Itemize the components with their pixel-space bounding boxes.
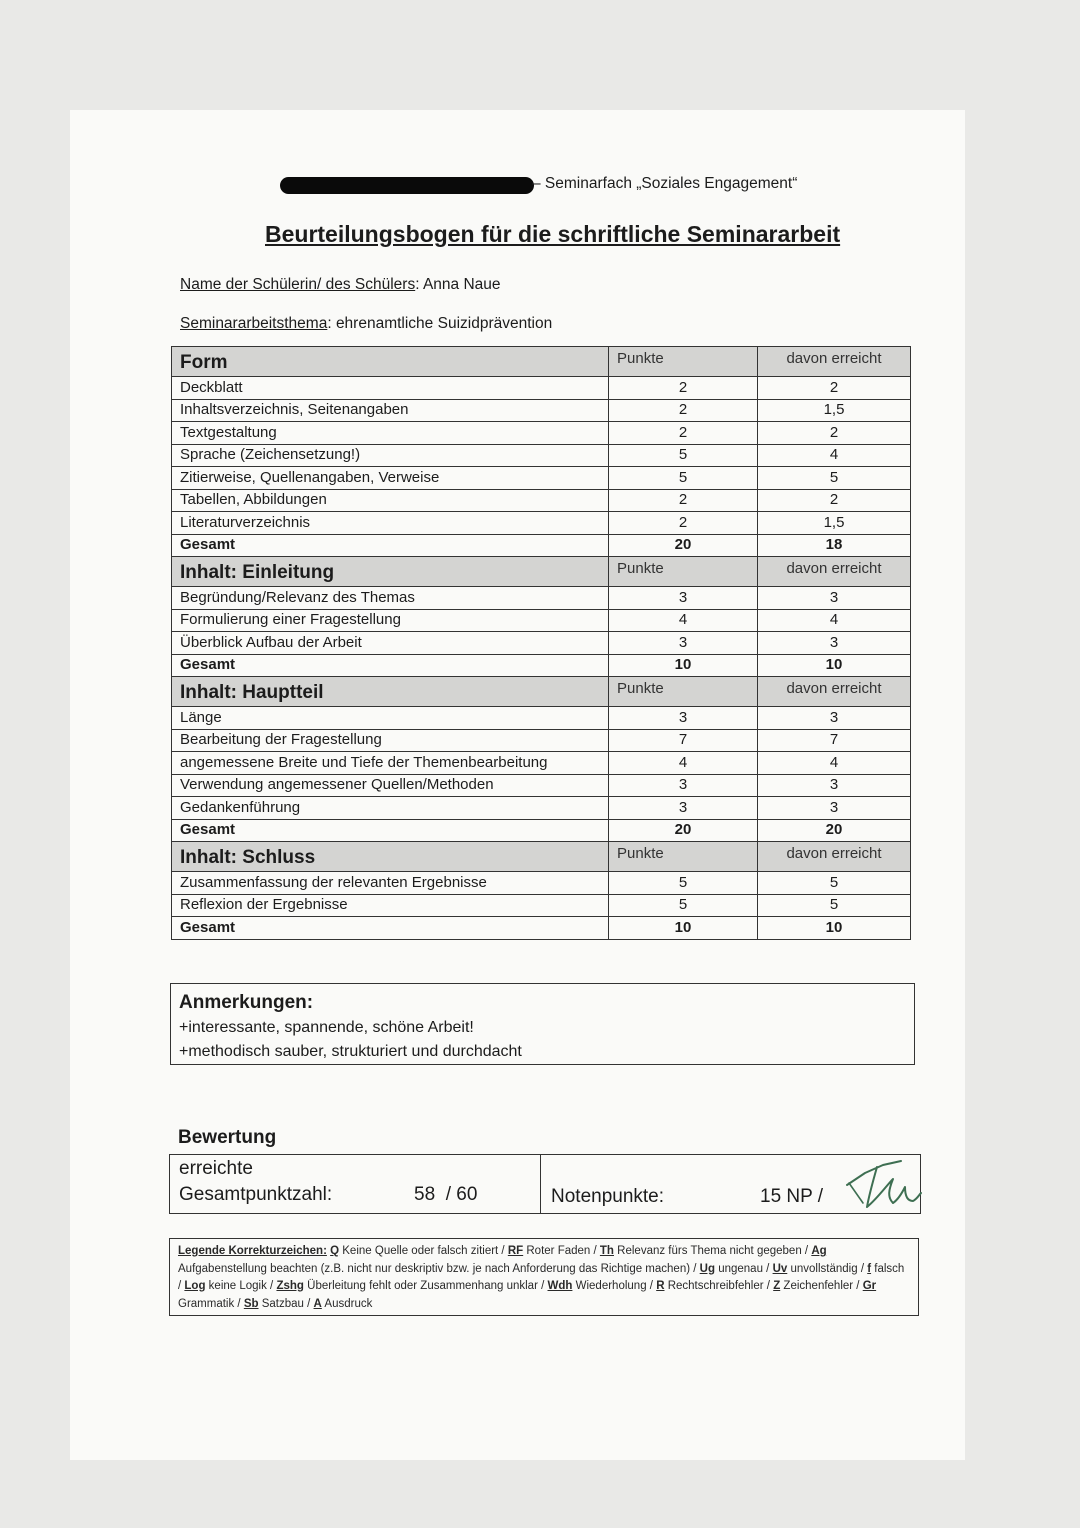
points-column-header: Punkte	[609, 842, 758, 872]
topic-label: Seminararbeitsthema	[180, 315, 328, 332]
achieved-column-header: davon erreicht	[758, 347, 911, 377]
criterion-row	[172, 797, 911, 820]
notes-box	[170, 983, 915, 1065]
legend-text: falsch	[874, 1262, 905, 1275]
achieved-column-header: davon erreicht	[758, 557, 911, 587]
criterion-label: Überblick Aufbau der Arbeit	[172, 632, 609, 655]
criterion-achieved: 3	[758, 797, 911, 820]
student-name-value: : Anna Naue	[415, 276, 501, 293]
criterion-points: 4	[609, 752, 758, 775]
criterion-points: 3	[609, 774, 758, 797]
total-achieved: 18	[758, 534, 911, 557]
points-column-header: Punkte	[609, 347, 758, 377]
legend-code: RF	[507, 1245, 524, 1257]
notes-line: +interessante, spannende, schöne Arbeit!	[179, 1019, 474, 1036]
legend-text: Zeichenfehler	[783, 1280, 854, 1292]
criterion-label: Reflexion der Ergebnisse	[172, 894, 609, 917]
legend-code: Ug	[699, 1262, 715, 1275]
section-total-row	[172, 917, 911, 940]
legend-text: Grammatik	[178, 1297, 235, 1310]
student-name-field	[180, 274, 501, 296]
criterion-row	[172, 752, 911, 775]
points-column-header: Punkte	[609, 677, 758, 707]
section-header-row	[172, 677, 911, 707]
legend-item	[184, 1280, 266, 1292]
legend-code: Z	[773, 1280, 781, 1292]
criterion-label: Formulierung einer Fragestellung	[172, 609, 609, 632]
legend-code: Sb	[243, 1297, 259, 1310]
criterion-points: 3	[609, 587, 758, 610]
legend-item	[548, 1280, 647, 1292]
legend-text: Aufgabenstellung beachten (z.B. nicht nur deskriptiv bzw. je nach Anforderung das Richtige machen)	[178, 1262, 691, 1275]
criterion-label: Gedankenführung	[172, 797, 609, 820]
correction-legend: Legende Korrekturzeichen: Q Keine Quelle oder falsch zitiert / RF Roter Faden / Th Relevanz fürs Thema nicht gegeben / Ag Aufgabenstellung beachten (z.B. nicht nur deskriptiv bzw. je nach Anforderung das Richtige machen) / Ug ungenau / Uv unvollständig / f falsch / Log keine Logik / Zshg Überleitung fehlt oder Zusammenhang unklar / Wdh Wiederholung / R Rechtschreibfehler / Z Zeichenfehler / Gr Grammatik / Sb Satzbau / A Ausdruck	[169, 1238, 919, 1316]
legend-code: f	[867, 1262, 872, 1275]
notes-heading: Anmerkungen:	[179, 992, 314, 1013]
legend-item	[330, 1245, 498, 1257]
section-total-row	[172, 654, 911, 677]
legend-code: R	[656, 1280, 665, 1292]
criterion-row	[172, 729, 911, 752]
legend-code: Q	[330, 1245, 340, 1257]
criterion-row	[172, 422, 911, 445]
criterion-achieved: 5	[758, 467, 911, 490]
section-header-row	[172, 557, 911, 587]
criterion-achieved: 4	[758, 609, 911, 632]
criterion-label: Inhaltsverzeichnis, Seitenangaben	[172, 399, 609, 422]
total-achieved: 10	[758, 654, 911, 677]
legend-title: Legende Korrekturzeichen:	[178, 1245, 327, 1257]
legend-text: Ausdruck	[324, 1297, 373, 1310]
criterion-row	[172, 632, 911, 655]
legend-item	[867, 1263, 904, 1275]
criterion-points: 2	[609, 399, 758, 422]
criterion-row	[172, 467, 911, 490]
section-header-row	[172, 347, 911, 377]
legend-code: Gr	[862, 1280, 877, 1292]
criterion-label: Sprache (Zeichensetzung!)	[172, 444, 609, 467]
criterion-row	[172, 444, 911, 467]
criterion-achieved: 4	[758, 444, 911, 467]
total-label: Gesamt	[172, 654, 609, 677]
criterion-achieved: 3	[758, 587, 911, 610]
total-points: 10	[609, 917, 758, 940]
evaluation-box	[169, 1154, 921, 1214]
criterion-row	[172, 894, 911, 917]
criterion-row	[172, 609, 911, 632]
criterion-achieved: 1,5	[758, 399, 911, 422]
section-header-row	[172, 842, 911, 872]
criterion-points: 2	[609, 512, 758, 535]
section-title: Inhalt: Einleitung	[172, 557, 609, 587]
criterion-row	[172, 377, 911, 400]
total-achieved: 10	[758, 917, 911, 940]
header-line	[280, 172, 880, 196]
legend-item	[508, 1245, 590, 1257]
section-title: Inhalt: Hauptteil	[172, 677, 609, 707]
total-score-cell	[170, 1155, 541, 1213]
legend-text: Roter Faden	[526, 1245, 591, 1257]
criterion-points: 3	[609, 707, 758, 730]
criterion-label: Tabellen, Abbildungen	[172, 489, 609, 512]
evaluation-heading: Bewertung	[178, 1127, 277, 1148]
criterion-achieved: 5	[758, 894, 911, 917]
legend-item	[700, 1263, 763, 1275]
criterion-row	[172, 489, 911, 512]
section-title: Inhalt: Schluss	[172, 842, 609, 872]
criterion-points: 3	[609, 632, 758, 655]
legend-text: Wiederholung	[575, 1280, 647, 1292]
criterion-label: Textgestaltung	[172, 422, 609, 445]
criterion-row	[172, 587, 911, 610]
legend-item	[600, 1245, 802, 1257]
total-score-label-line1: erreichte	[179, 1158, 253, 1179]
legend-item	[314, 1298, 373, 1310]
grade-value: 15 NP /	[760, 1186, 824, 1207]
legend-code: Zshg	[276, 1280, 304, 1292]
legend-code: Uv	[772, 1262, 788, 1275]
criterion-points: 7	[609, 729, 758, 752]
legend-text: ungenau	[718, 1262, 763, 1275]
criterion-points: 5	[609, 872, 758, 895]
criterion-label: angemessene Breite und Tiefe der Themenbearbeitung	[172, 752, 609, 775]
criterion-label: Verwendung angemessener Quellen/Methoden	[172, 774, 609, 797]
criterion-points: 3	[609, 797, 758, 820]
total-score-value: 58 / 60	[414, 1184, 478, 1205]
criterion-label: Deckblatt	[172, 377, 609, 400]
legend-code: Ag	[811, 1245, 827, 1257]
criterion-label: Länge	[172, 707, 609, 730]
criterion-achieved: 2	[758, 422, 911, 445]
criterion-points: 5	[609, 894, 758, 917]
criterion-label: Begründung/Relevanz des Themas	[172, 587, 609, 610]
legend-item	[276, 1280, 537, 1292]
legend-text: Rechtschreibfehler	[667, 1280, 764, 1292]
total-points: 10	[609, 654, 758, 677]
criterion-achieved: 3	[758, 632, 911, 655]
criterion-points: 2	[609, 489, 758, 512]
student-name-label: Name der Schülerin/ des Schülers	[180, 276, 416, 293]
redacted-school-name	[280, 177, 534, 194]
legend-item	[656, 1280, 763, 1292]
total-score-label-line2: Gesamtpunktzahl:	[179, 1184, 333, 1205]
criterion-achieved: 2	[758, 377, 911, 400]
criterion-label: Literaturverzeichnis	[172, 512, 609, 535]
criterion-label: Zusammenfassung der relevanten Ergebnisse	[172, 872, 609, 895]
legend-code: Wdh	[547, 1280, 573, 1292]
legend-text: Überleitung fehlt oder Zusammenhang unklar	[307, 1280, 538, 1292]
criterion-row	[172, 872, 911, 895]
legend-text: Keine Quelle oder falsch zitiert	[342, 1245, 499, 1257]
criterion-points: 2	[609, 377, 758, 400]
legend-item	[244, 1298, 304, 1310]
total-label: Gesamt	[172, 534, 609, 557]
section-title: Form	[172, 347, 609, 377]
total-points: 20	[609, 819, 758, 842]
criterion-achieved: 2	[758, 489, 911, 512]
criterion-row	[172, 512, 911, 535]
legend-text: unvollständig	[790, 1262, 858, 1275]
teacher-signature-icon	[843, 1155, 925, 1215]
points-column-header: Punkte	[609, 557, 758, 587]
topic-field	[180, 313, 552, 335]
criterion-achieved: 3	[758, 774, 911, 797]
criterion-achieved: 3	[758, 707, 911, 730]
criterion-points: 4	[609, 609, 758, 632]
legend-item	[773, 1280, 853, 1292]
criterion-achieved: 5	[758, 872, 911, 895]
criterion-label: Bearbeitung der Fragestellung	[172, 729, 609, 752]
legend-code: Log	[184, 1280, 206, 1292]
criterion-points: 5	[609, 444, 758, 467]
criterion-achieved: 4	[758, 752, 911, 775]
topic-value: : ehrenamtliche Suizidprävention	[327, 315, 553, 332]
achieved-column-header: davon erreicht	[758, 677, 911, 707]
legend-code: Th	[599, 1245, 614, 1257]
total-label: Gesamt	[172, 917, 609, 940]
notes-line: +methodisch sauber, strukturiert und durchdacht	[179, 1043, 522, 1060]
criterion-row	[172, 399, 911, 422]
grade-label: Notenpunkte:	[551, 1186, 665, 1207]
criterion-achieved: 1,5	[758, 512, 911, 535]
course-name: – Seminarfach „Soziales Engagement“	[532, 175, 798, 192]
section-total-row	[172, 819, 911, 842]
criterion-row	[172, 707, 911, 730]
legend-text: Relevanz fürs Thema nicht gegeben	[617, 1245, 802, 1257]
criterion-achieved: 7	[758, 729, 911, 752]
achieved-column-header: davon erreicht	[758, 842, 911, 872]
legend-text: Satzbau	[261, 1297, 304, 1310]
total-label: Gesamt	[172, 819, 609, 842]
section-total-row	[172, 534, 911, 557]
criterion-points: 5	[609, 467, 758, 490]
legend-text: keine Logik	[208, 1280, 267, 1292]
grading-table	[171, 346, 911, 940]
total-points: 20	[609, 534, 758, 557]
criterion-label: Zitierweise, Quellenangaben, Verweise	[172, 467, 609, 490]
total-achieved: 20	[758, 819, 911, 842]
legend-code: A	[313, 1297, 322, 1310]
criterion-row	[172, 774, 911, 797]
legend-item	[773, 1263, 858, 1275]
page-title: Beurteilungsbogen für die schriftliche Seminararbeit	[265, 221, 841, 247]
criterion-points: 2	[609, 422, 758, 445]
